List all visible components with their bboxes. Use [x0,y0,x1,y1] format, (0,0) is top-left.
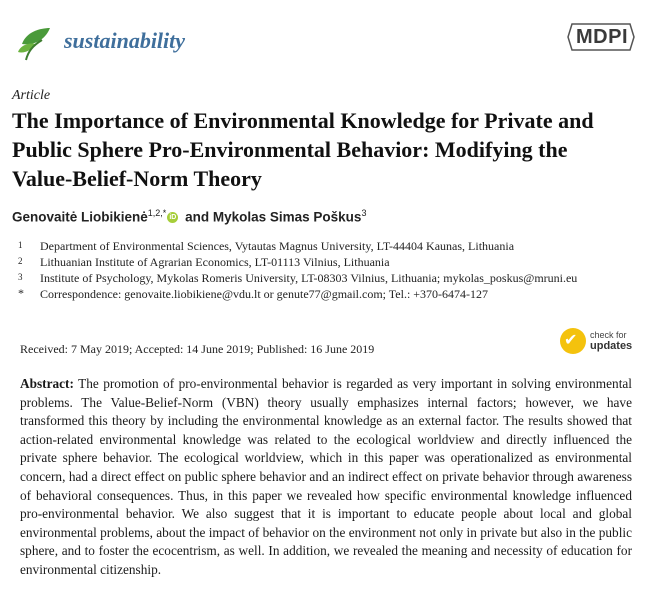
journal-logo-icon [12,22,58,62]
publisher-name: MDPI [576,26,628,48]
affiliation-number: * [18,286,24,300]
affiliation-number: 2 [18,256,23,266]
affiliation-item [18,238,618,254]
affiliation-list [18,238,618,302]
journal-name: sustainability [64,28,186,53]
check-updates-line1: check for [590,330,627,340]
article-type: Article [12,88,51,103]
affiliation-item [18,254,618,270]
affiliation-text: Lithuanian Institute of Agrarian Economics, LT-01113 Vilnius, Lithuania [40,255,390,269]
author-list [12,208,366,225]
paper-title: The Importance of Environmental Knowledge for Private and Public Sphere Pro-Environmental Behavior: Modifying the Value-Belief-Norm Theory [12,108,594,191]
affiliation-item [18,286,618,302]
publication-dates: Received: 7 May 2019; Accepted: 14 June 2019; Published: 16 June 2019 [20,342,375,356]
abstract-label: Abstract: [20,376,74,391]
orcid-icon[interactable]: iD [169,214,177,222]
correspondence-text: Correspondence: genovaite.liobikiene@vdu.lt or genute77@gmail.com; Tel.: +370-6474-127 [40,287,489,301]
affiliation-number: 1 [18,240,23,250]
check-for-updates-button[interactable] [560,328,638,358]
checkmark-icon: ✔ [564,330,578,349]
author-affiliation-marks: 3 [361,208,367,218]
publisher-logo [568,26,628,49]
abstract-text: The promotion of pro-environmental behavior is regarded as very important in solving environmental problems. The Value-Belief-Norm (VBN) theory usually emphasizes internal factors; however, we have transformed this theory by including the environmental knowledge as an external factor. The results showed that action-related environmental knowledge was related to the ecological worldview and directly influenced the private sphere behavior. The ecological worldview, which in this paper was operationalized as environmental concern, had a direct effect on public sphere behavior and an indirect effect on private behavior through awareness of behavioral consequences. Thus, in this paper we revealed how specific environmental knowledge influenced pro-environmental behavior. We also suggest that it is important to educate people about local and global environmental problems, about the impact of behavior on the environment not only in private but also in the public sphere, and to foster the ecocentrism, as well. In addition, we revealed the meaning and necessity of education for environmental citizenship. [20,376,632,577]
author-affiliation-marks: 1,2,* [147,208,167,218]
affiliation-text: Department of Environmental Sciences, Vytautas Magnus University, LT-44404 Kaunas, Lithuania [40,239,515,253]
affiliation-item [18,270,618,286]
check-updates-line2: updates [590,340,633,352]
affiliation-number: 3 [18,272,23,282]
affiliation-text: Institute of Psychology, Mykolas Romeris University, LT-08303 Vilnius, Lithuania; mykolas_poskus@mruni.eu [40,271,578,285]
abstract [20,375,632,580]
author-name[interactable]: Mykolas Simas Poškus [212,209,362,225]
author-joiner: and [185,209,210,225]
author-name[interactable]: Genovaitė Liobikienė [12,209,148,225]
